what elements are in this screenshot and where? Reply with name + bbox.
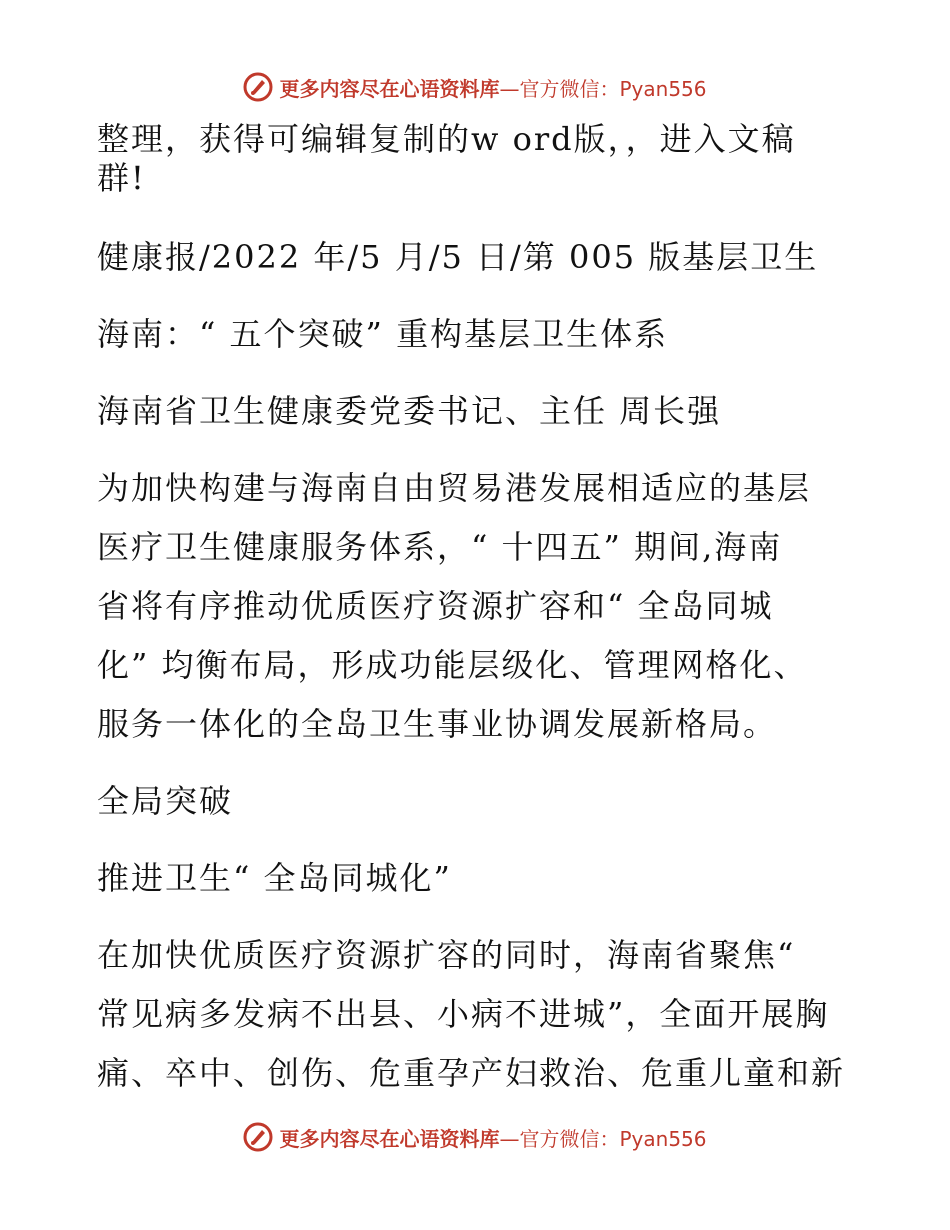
text-line: 为加快构建与海南自由贸易港发展相适应的基层 bbox=[97, 469, 812, 507]
watermark-label: 官方微信： bbox=[519, 1126, 620, 1151]
footer-watermark bbox=[0, 1122, 950, 1152]
document-body bbox=[97, 120, 857, 1093]
watermark-account: Pyan556 bbox=[619, 76, 707, 101]
watermark-separator: — bbox=[499, 1126, 520, 1151]
text-line: 群! bbox=[97, 159, 146, 197]
text-line: 推进卫生“ 全岛同城化” bbox=[97, 859, 452, 897]
document-text bbox=[97, 120, 857, 1093]
text-line: 省将有序推动优质医疗资源扩容和“ 全岛同城 bbox=[97, 587, 774, 625]
text-line: 痛、卒中、创伤、危重孕产妇救治、危重儿童和新 bbox=[97, 1054, 846, 1092]
text-line: 整理，获得可编辑复制的w ord版，，进入文稿 bbox=[97, 120, 796, 158]
watermark-label: 官方微信： bbox=[519, 76, 620, 101]
text-line: 医疗卫生健康服务体系，“ 十四五” 期间,海南 bbox=[97, 528, 783, 566]
brand-logo-icon bbox=[243, 72, 273, 102]
text-line: 海南省卫生健康委党委书记、主任 周长强 bbox=[97, 392, 722, 430]
text-line: 常见病多发病不出县、小病不进城”，全面开展胸 bbox=[97, 995, 830, 1033]
watermark-site-text: 更多内容尽在心语资料库 bbox=[279, 76, 500, 101]
header-watermark bbox=[0, 72, 950, 102]
watermark-text bbox=[279, 73, 706, 102]
watermark-site-text: 更多内容尽在心语资料库 bbox=[279, 1126, 500, 1151]
text-line: 服务一体化的全岛卫生事业协调发展新格局。 bbox=[97, 705, 778, 743]
text-line: 在加快优质医疗资源扩容的同时，海南省聚焦“ bbox=[97, 936, 796, 974]
watermark-separator: — bbox=[499, 76, 520, 101]
text-line: 化” 均衡布局，形成功能层级化、管理网格化、 bbox=[97, 646, 808, 684]
brand-logo-icon bbox=[243, 1122, 273, 1152]
text-line: 全局突破 bbox=[97, 782, 234, 820]
watermark-account: Pyan556 bbox=[619, 1126, 707, 1151]
text-line: 健康报/2022 年/5 月/5 日/第 005 版基层卫生 bbox=[97, 238, 819, 276]
text-line: 海南：“ 五个突破” 重构基层卫生体系 bbox=[97, 315, 669, 353]
watermark-text bbox=[279, 1123, 706, 1152]
